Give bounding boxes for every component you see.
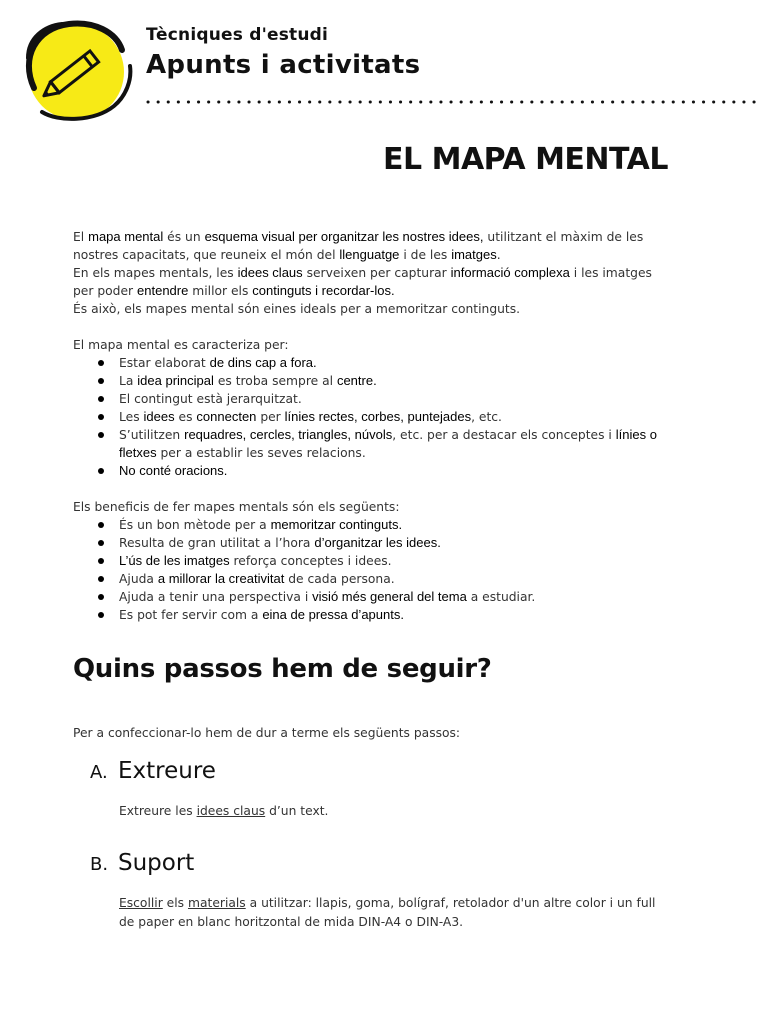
text-run: Les xyxy=(119,410,144,424)
text-run: S’utilitzen xyxy=(119,428,185,442)
text-run: i les imatges per poder xyxy=(73,266,652,298)
text-run: és un xyxy=(163,230,205,244)
list-item xyxy=(73,372,668,390)
text-run: es xyxy=(174,410,197,424)
step-a-heading xyxy=(90,758,216,784)
text-run: La xyxy=(119,374,138,388)
text-run: Ajuda a tenir una perspectiva i xyxy=(119,590,313,604)
text-run: es troba sempre al xyxy=(213,374,337,388)
text-run: Resulta de gran utilitat a l’hora xyxy=(119,536,315,550)
text-run: els xyxy=(162,896,188,910)
emphasis-text: eina de pressa d’apunts. xyxy=(262,607,404,622)
intro-paragraph-1 xyxy=(73,228,668,264)
benefits-lead: Els beneficis de fer mapes mentals són els següents: xyxy=(73,500,400,514)
list-item xyxy=(73,570,668,588)
emphasis-text: llenguatge xyxy=(339,247,400,262)
steps-intro: Per a confeccionar-lo hem de dur a terme els següents passos: xyxy=(73,726,461,740)
text-run: reforça conceptes i idees. xyxy=(229,554,392,568)
header-title: Apunts i activitats xyxy=(146,50,421,80)
section-title: Quins passos hem de seguir? xyxy=(73,654,492,684)
text-run: a estudiar. xyxy=(466,590,536,604)
emphasis-text: d’organitzar les idees. xyxy=(314,535,441,550)
main-content xyxy=(73,228,668,624)
step-letter: B. xyxy=(90,854,109,875)
emphasis-text: idea principal xyxy=(137,373,214,388)
emphasis-text: línies rectes, corbes, puntejades xyxy=(284,409,472,424)
text-run: d’un text. xyxy=(265,804,329,818)
emphasis-text: L’ús de les imatges xyxy=(119,553,230,568)
emphasis-text: mapa mental xyxy=(88,229,164,244)
list-item xyxy=(73,426,668,462)
text-run: Ajuda xyxy=(119,572,158,586)
dotted-divider xyxy=(146,92,758,102)
header-logo xyxy=(14,18,140,124)
list-item xyxy=(73,390,668,408)
emphasis-text: visió més general del tema xyxy=(312,589,467,604)
step-b-heading xyxy=(90,850,194,876)
page-title: EL MAPA MENTAL xyxy=(383,142,668,177)
text-run: . xyxy=(496,248,501,262)
emphasis-text: línies o fletxes xyxy=(119,427,657,460)
intro-paragraph-3 xyxy=(73,300,668,318)
emphasis-text: a millorar la creativitat xyxy=(157,571,285,586)
emphasis-text: connecten xyxy=(196,409,257,424)
emphasis-text: entendre xyxy=(137,283,189,298)
text-run: Estar elaborat xyxy=(119,356,210,370)
emphasis-text: memoritzar continguts. xyxy=(270,517,403,532)
intro-paragraph-2 xyxy=(73,264,668,300)
list-item xyxy=(73,354,668,372)
text-run: a utilitzar: llapis, goma, bolígraf, retolador d'un altre color i un full de paper en blanc horitzontal de mida DIN-A4 o DIN-A3. xyxy=(119,896,656,929)
list-item xyxy=(73,534,668,552)
emphasis-text: requadres, cercles, triangles, núvols xyxy=(184,427,393,442)
benefits-list xyxy=(73,516,668,624)
characteristics-lead: El mapa mental es caracteriza per: xyxy=(73,338,289,352)
emphasis-text: idees xyxy=(143,409,175,424)
emphasis-text: de dins cap a fora. xyxy=(209,355,317,370)
list-item xyxy=(73,462,668,480)
text-run: per a establir les seves relacions. xyxy=(156,446,366,460)
emphasis-text: informació complexa xyxy=(450,265,570,280)
list-item xyxy=(73,552,668,570)
underlined-text: materials xyxy=(187,896,246,910)
underlined-text: idees claus xyxy=(196,804,266,818)
emphasis-text: esquema visual per organitzar les nostres idees, xyxy=(204,229,484,244)
step-b-body xyxy=(119,894,667,932)
emphasis-text: continguts i recordar-los. xyxy=(252,283,395,298)
step-name: Suport xyxy=(118,850,195,876)
step-a-body xyxy=(119,802,667,821)
text-run: serveixen per capturar xyxy=(302,266,451,280)
text-run: utilitzant el màxim de les nostres capacitats, que reuneix el món del xyxy=(73,230,644,262)
text-run: És un bon mètode per a xyxy=(119,518,271,532)
text-run: En els mapes mentals, les xyxy=(73,266,238,280)
text-run: Es pot fer servir com a xyxy=(119,608,263,622)
list-item xyxy=(73,408,668,426)
list-item xyxy=(73,588,668,606)
list-item xyxy=(73,516,668,534)
header-subtitle: Tècniques d'estudi xyxy=(146,25,329,45)
emphasis-text: idees claus xyxy=(237,265,303,280)
text-run: És això, els mapes mental són eines ideals per a memoritzar continguts. xyxy=(73,302,521,316)
text-run: , etc. per a destacar els conceptes i xyxy=(392,428,616,442)
text-run: millor els xyxy=(188,284,253,298)
text-run: i de les xyxy=(399,248,452,262)
emphasis-text: No conté oracions. xyxy=(119,463,228,478)
text-run: El contingut està jerarquitzat. xyxy=(119,392,302,406)
characteristics-list xyxy=(73,354,668,480)
emphasis-text: imatges xyxy=(451,247,497,262)
text-run: Extreure les xyxy=(119,804,197,818)
step-letter: A. xyxy=(90,762,108,783)
text-run: El xyxy=(73,230,89,244)
list-item xyxy=(73,606,668,624)
text-run: per xyxy=(256,410,285,424)
text-run: de cada persona. xyxy=(284,572,395,586)
emphasis-text: centre. xyxy=(336,373,377,388)
step-name: Extreure xyxy=(118,758,216,784)
text-run: , etc. xyxy=(471,410,502,424)
underlined-text: Escollir xyxy=(119,896,163,910)
